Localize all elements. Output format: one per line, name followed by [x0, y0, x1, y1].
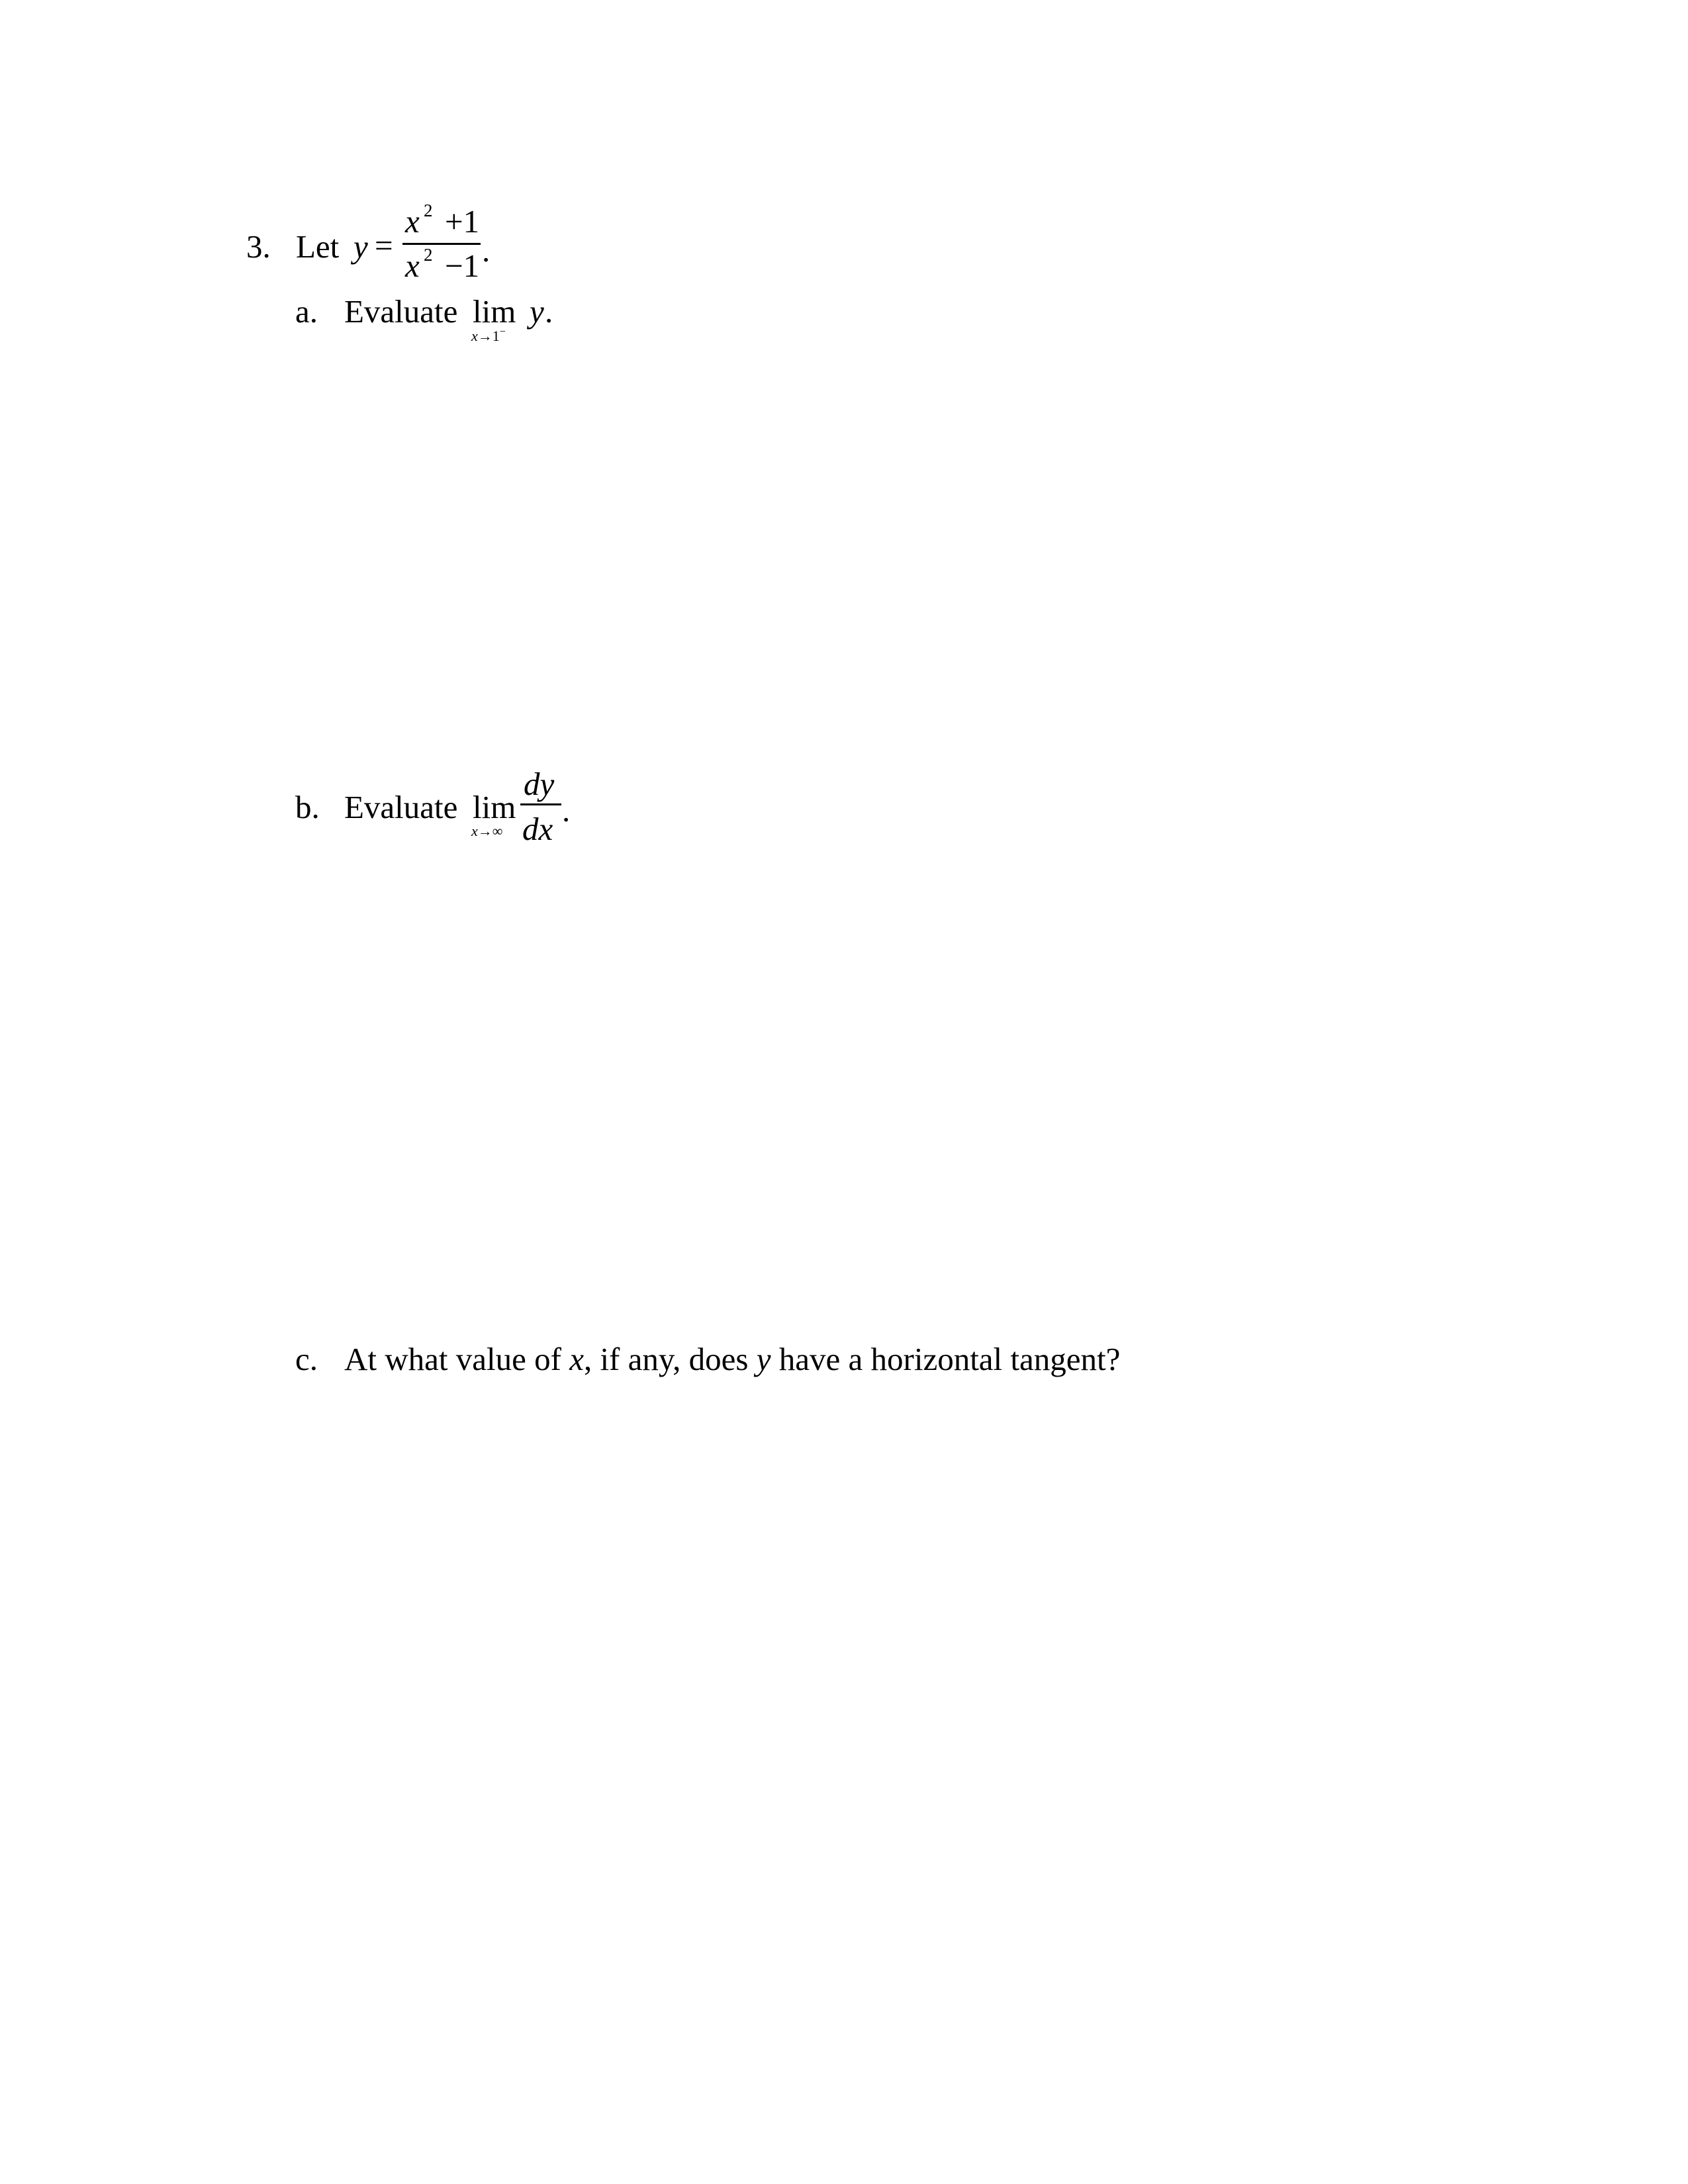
numerator-rest: +1	[445, 203, 480, 240]
numerator-exponent: 2	[424, 201, 433, 220]
part-c-text-3: have a horizontal tangent?	[778, 1341, 1121, 1377]
fraction-bar	[402, 243, 481, 245]
derivative-denominator: dx	[522, 811, 553, 847]
part-a-limit-subscript	[471, 326, 506, 344]
statement-period: .	[482, 232, 491, 269]
part-b-sub-value: ∞	[492, 823, 503, 839]
part-b-lim: lim	[473, 789, 516, 825]
numerator-variable: x	[405, 203, 420, 240]
part-a-label: a.	[295, 293, 318, 330]
problem-number: 3.	[246, 228, 271, 265]
derivative-numerator: dy	[524, 766, 555, 802]
part-a-target: y	[530, 293, 544, 330]
part-c-var-y: y	[756, 1341, 771, 1377]
part-c-var-x: x	[569, 1341, 584, 1377]
part-c-text-2: , if any, does	[583, 1341, 749, 1377]
part-b-period: .	[562, 792, 571, 829]
part-a-sub-sup: −	[499, 326, 506, 338]
part-b-limit-subscript	[471, 824, 502, 839]
denominator-exponent: 2	[424, 245, 433, 265]
part-b-sub-arrow: →	[477, 823, 492, 839]
problem-intro-text: Let	[296, 228, 340, 265]
equals-sign: =	[375, 227, 393, 263]
denominator-variable: x	[405, 248, 420, 284]
part-a-sub-value: 1	[492, 328, 500, 344]
part-a-verb: Evaluate	[344, 293, 458, 330]
part-a-period: .	[545, 293, 553, 330]
function-variable-y: y	[353, 228, 368, 265]
part-c-text-1: At what value of	[344, 1341, 561, 1377]
part-c-label: c.	[295, 1341, 318, 1377]
part-b-label: b.	[295, 789, 320, 825]
part-c-question	[344, 1343, 1120, 1375]
part-b-verb: Evaluate	[344, 789, 458, 825]
part-a-sub-var: x	[471, 328, 478, 344]
denominator-rest: −1	[445, 248, 480, 284]
part-b-sub-var: x	[471, 823, 478, 839]
derivative-fraction-bar	[520, 803, 561, 805]
part-a-lim: lim	[473, 293, 516, 330]
part-a-sub-arrow: →	[477, 328, 492, 344]
